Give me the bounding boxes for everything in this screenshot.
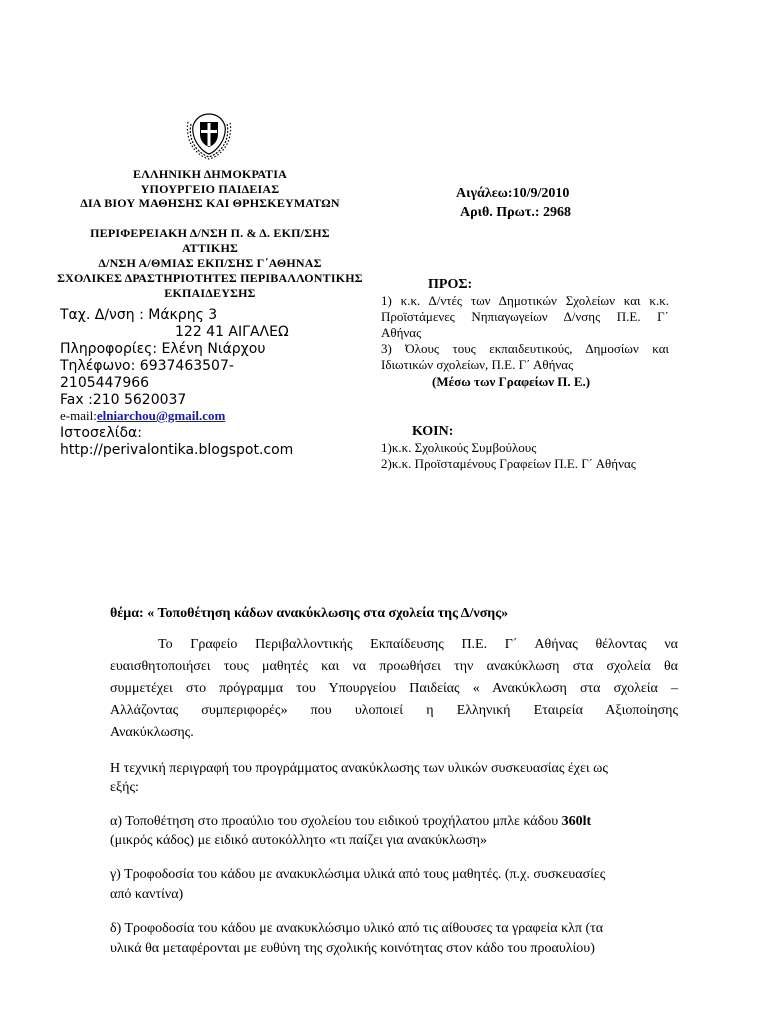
postal-code: 122 41 ΑΙΓΑΛΕΩ xyxy=(175,324,289,340)
list-item-text: (μικρός κάδος) με ειδικό αυτοκόλλητο «τι παίζει για ανακύκλωση» xyxy=(110,833,487,848)
place-date: Αιγάλεω:10/9/2010 xyxy=(456,186,570,201)
cc-heading: ΚΟΙΝ: xyxy=(412,424,454,439)
list-item-c: γ) Τροφοδοσία του κάδου με ανακυκλώσιμα υλικά από τους μαθητές. (π.χ. συσκευασίες xyxy=(110,867,606,882)
list-item-d: δ) Τροφοδοσία του κάδου με ανακυκλώσιμο υλικό από τις αίθουσες τα γραφεία κλπ (τα xyxy=(110,921,604,936)
header-line-ministry: ΥΠΟΥΡΓΕΙΟ ΠΑΙΔΕΙΑΣ xyxy=(140,182,280,196)
recipients-heading: ΠΡΟΣ: xyxy=(428,277,473,292)
list-item-text: από καντίνα) xyxy=(110,887,184,902)
email-row xyxy=(60,408,225,424)
list-item-text: υλικά θα μεταφέρονται με ευθύνη της σχολικής κοινότητας στον κάδο του προαυλίου) xyxy=(110,941,595,956)
cc-line: 1)κ.κ. Σχολικούς Συμβούλους xyxy=(381,440,537,455)
header-line-directorate: Δ/ΝΣΗ Α/ΘΜΙΑΣ ΕΚΠ/ΣΗΣ Γ΄ΑΘΗΝΑΣ xyxy=(98,256,322,270)
header-line-republic: ΕΛΛΗΝΙΚΗ ΔΗΜΟΚΡΑΤΙΑ xyxy=(133,167,287,181)
header-line-education: ΕΚΠΑΙΔΕΥΣΗΣ xyxy=(164,286,256,300)
recipient-line: Αθήνας xyxy=(381,325,422,340)
phone-line-1: Τηλέφωνο: 6937463507- xyxy=(60,358,234,374)
paragraph-line: συμμετέχει στο πρόγραμμα του Υπουργείου Παιδείας « Ανακύκλωση στα σχολεία – xyxy=(110,681,678,696)
header-line-ministry-sub: ΔΙΑ ΒΙΟΥ ΜΑΘΗΣΗΣ ΚΑΙ ΘΡΗΣΚΕΥΜΑΤΩΝ xyxy=(80,196,340,210)
paragraph-line: Η τεχνική περιγραφή του προγράμματος ανακύκλωσης των υλικών συσκευασίας έχει ως xyxy=(110,761,608,776)
fax: Fax :210 5620037 xyxy=(60,392,187,408)
recipient-line: Ιδιωτικών σχολείων, Π.Ε. Γ΄ Αθήνας xyxy=(381,357,574,372)
recipient-line: 3) Όλους τους εκπαιδευτικούς, Δημοσίων και xyxy=(381,341,669,356)
recipient-line: 1) κ.κ. Δ/ντές των Δημοτικών Σχολείων και κ.κ. xyxy=(381,293,669,308)
email-label: e-mail: xyxy=(60,408,97,423)
list-item-text: α) Τοποθέτηση στο προαύλιο του σχολείου του ειδικού τροχήλατου μπλε κάδου xyxy=(110,814,562,829)
subject-line: θέμα: « Τοποθέτηση κάδων ανακύκλωσης στα σχολεία της Δ/νσης» xyxy=(110,606,509,621)
address-value: Μάκρης 3 xyxy=(148,307,218,323)
header-line-attica: ΑΤΤΙΚΗΣ xyxy=(181,241,239,255)
greek-coat-of-arms-icon xyxy=(186,110,232,160)
phone-line-2: 2105447966 xyxy=(60,375,150,391)
email-link[interactable]: elniarchou@gmail.com xyxy=(96,408,226,423)
recipients-via: (Μέσω των Γραφείων Π. Ε.) xyxy=(432,374,591,389)
bin-capacity: 360lt xyxy=(561,814,592,829)
info-contact: Πληροφορίες: Ελένη Νιάρχου xyxy=(60,341,266,357)
recipient-line: Προϊστάμενες Νηπιαγωγείων Δ/νσης Π.Ε. Γ΄ xyxy=(381,309,669,324)
protocol-number: Αριθ. Πρωτ.: 2968 xyxy=(460,205,571,220)
address-label: Ταχ. Δ/νση : xyxy=(60,307,144,323)
paragraph-line: εξής: xyxy=(110,780,139,795)
website-label: Ιστοσελίδα: xyxy=(60,425,142,441)
header-line-activities: ΣΧΟΛΙΚΕΣ ΔΡΑΣΤΗΡΙΟΤΗΤΕΣ ΠΕΡΙΒΑΛΛΟΝΤΙΚΗΣ xyxy=(57,271,363,285)
paragraph-line: ευαισθητοποιήσει τους μαθητές και να προωθήσει την ανακύκλωση στα σχολεία θα xyxy=(110,659,678,674)
paragraph-line: Αλλάζοντας συμπεριφορές» που υλοποιεί η Ελληνική Εταιρεία Αξιοποίησης xyxy=(110,703,678,718)
header-line-regional: ΠΕΡΙΦΕΡΕΙΑΚΗ Δ/ΝΣΗ Π. & Δ. ΕΚΠ/ΣΗΣ xyxy=(90,226,330,240)
paragraph-line: Ανακύκλωσης. xyxy=(110,725,194,740)
address-row xyxy=(60,307,217,324)
website-link[interactable]: http://perivalontika.blogspot.com xyxy=(60,442,294,458)
paragraph-line: Το Γραφείο Περιβαλλοντικής Εκπαίδευσης Π.Ε. Γ΄ Αθήνας θέλοντας να xyxy=(158,637,678,652)
cc-line: 2)κ.κ. Προϊσταμένους Γραφείων Π.Ε. Γ΄ Αθήνας xyxy=(381,456,636,471)
